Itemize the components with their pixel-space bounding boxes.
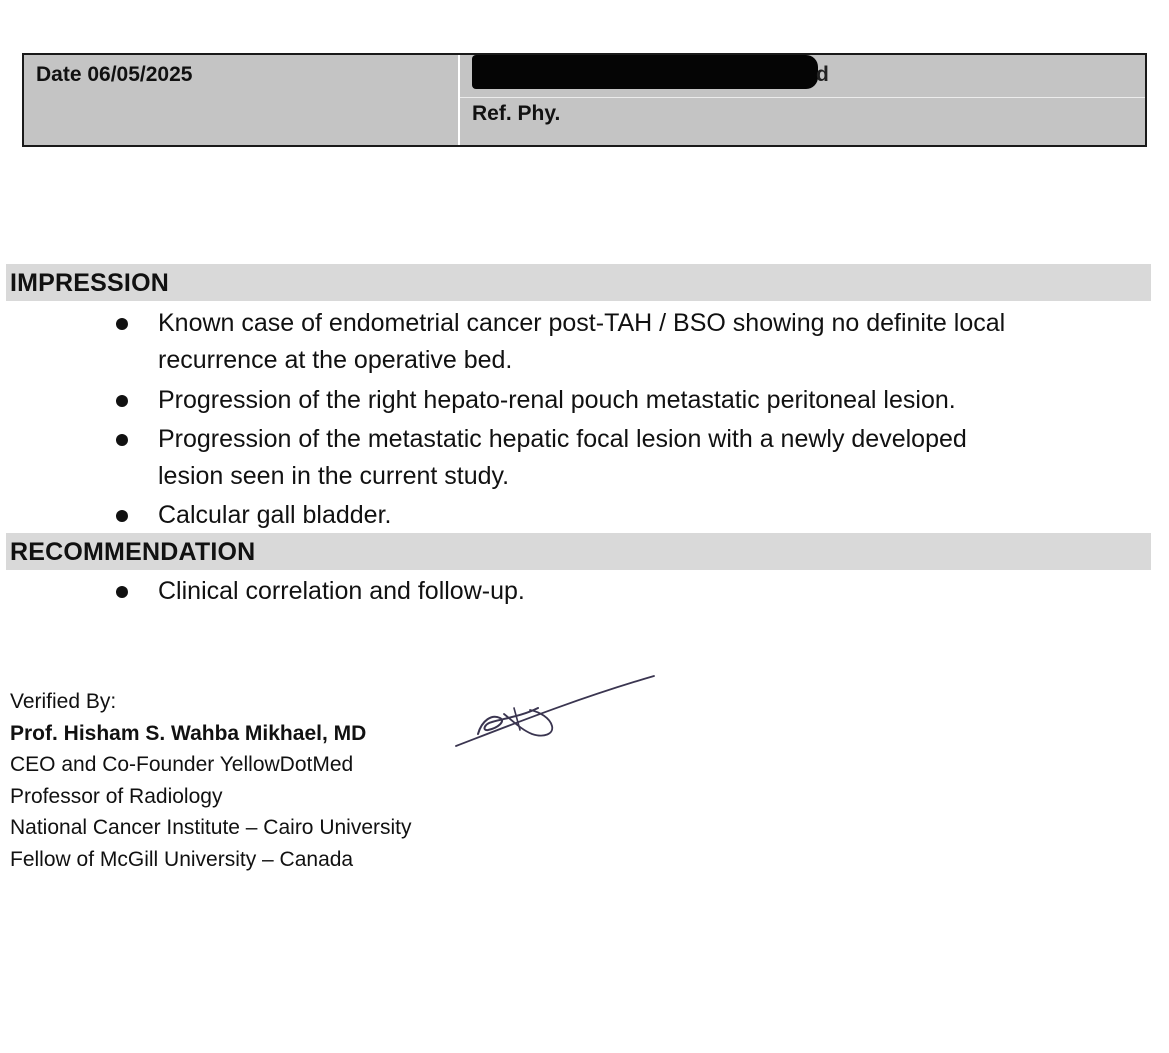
bullet-icon [116,510,128,522]
impression-item-text-line1: Known case of endometrial cancer post-TAH / BSO showing no definite local [158,309,1006,337]
impression-item-text-line1: Calcular gall bladder. [158,501,392,529]
impression-item [0,497,1118,534]
recommendation-item-text: Clinical correlation and follow-up. [158,577,525,605]
bullet-icon [116,395,128,407]
impression-item-text-line2: recurrence at the operative bed. [158,346,513,374]
verifier-title-line: CEO and Co-Founder YellowDotMed [10,753,354,776]
impression-item [0,305,1118,379]
recommendation-item [0,573,1118,610]
recommendation-list [0,573,1118,610]
report-header-table [22,53,1147,147]
recommendation-section-bar [6,533,1151,570]
header-row-divider [460,97,1145,98]
impression-list [0,305,1118,534]
report-date: Date 06/05/2025 [36,63,193,86]
header-date-cell [24,55,460,145]
bullet-icon [116,318,128,330]
verification-block [10,686,412,875]
handwritten-signature [448,668,663,752]
impression-item-text-line1: Progression of the metastatic hepatic focal lesion with a newly developed [158,425,967,453]
referring-physician-label: Ref. Phy. [472,102,561,125]
impression-item-text-line2: lesion seen in the current study. [158,462,510,490]
impression-section-bar [6,264,1151,301]
verifier-title-line: Professor of Radiology [10,784,223,808]
redacted-patient-name [472,55,818,89]
bullet-icon [116,434,128,446]
impression-heading: IMPRESSION [10,269,169,297]
verifier-title-line: National Cancer Institute – Cairo University [10,816,412,839]
impression-item [0,382,1118,419]
recommendation-heading: RECOMMENDATION [10,538,256,566]
verifier-name: Prof. Hisham S. Wahba Mikhael, MD [10,721,367,745]
redacted-name-tail: d [816,63,829,86]
header-patient-cell [460,55,1145,145]
verified-by-label: Verified By: [10,690,117,713]
verifier-title-line: Fellow of McGill University – Canada [10,847,354,871]
impression-item [0,421,1118,495]
impression-item-text-line1: Progression of the right hepato-renal pouch metastatic peritoneal lesion. [158,386,956,414]
bullet-icon [116,586,128,598]
